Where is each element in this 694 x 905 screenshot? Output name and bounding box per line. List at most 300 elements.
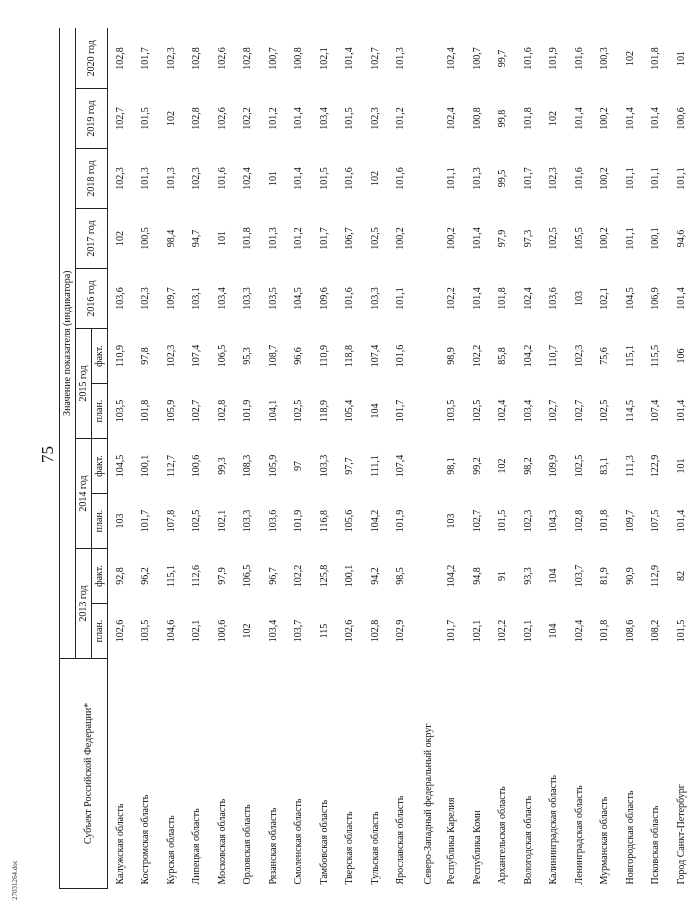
plan-subheader: план. xyxy=(92,604,108,659)
rotated-table-container xyxy=(59,29,687,889)
value-cell: 103,3 xyxy=(369,287,381,310)
value-cell: 103,3 xyxy=(318,454,330,478)
value-cell: 103,5 xyxy=(140,619,152,643)
value-cell: 112,6 xyxy=(191,564,203,588)
value-cell: 75,6 xyxy=(599,347,611,365)
subject-column-header: Субъект Российской Федерации* xyxy=(60,659,108,889)
value-cell: 103,5 xyxy=(446,399,458,423)
value-cell: 102 xyxy=(369,171,381,186)
value-cell: 101,8 xyxy=(599,619,611,643)
value-cell: 111,3 xyxy=(624,455,636,477)
value-cell: 125,8 xyxy=(318,564,330,588)
table-row xyxy=(363,28,389,888)
value-cell: 103,5 xyxy=(115,399,126,423)
fact-subheader: факт. xyxy=(92,439,108,494)
value-cell: 100,1 xyxy=(140,454,152,478)
value-cell: 101,1 xyxy=(624,227,636,250)
value-cell: 100,2 xyxy=(446,227,458,250)
value-cell: 105,9 xyxy=(267,454,279,478)
value-cell: 100,8 xyxy=(471,107,483,130)
value-cell: 102,3 xyxy=(191,167,203,190)
value-cell: 114,5 xyxy=(624,399,636,423)
value-cell: 100,6 xyxy=(191,454,203,478)
value-cell: 101,9 xyxy=(242,399,254,423)
value-cell: 118,9 xyxy=(318,399,330,423)
value-cell: 99,3 xyxy=(216,457,228,475)
value-cell: 122,9 xyxy=(650,454,662,478)
value-cell: 100,2 xyxy=(599,167,611,190)
value-cell: 111,1 xyxy=(369,455,381,477)
value-cell: 103 xyxy=(573,291,585,306)
value-cell: 82 xyxy=(675,571,687,581)
section-title: Северо-Западный федеральный округ xyxy=(422,723,434,885)
value-cell: 102,8 xyxy=(191,47,203,70)
region-name: Курская область xyxy=(165,815,177,885)
year-header: 2013 год xyxy=(76,549,92,659)
value-cell: 100,1 xyxy=(344,564,356,588)
value-cell: 103,4 xyxy=(318,107,330,130)
value-cell: 101,9 xyxy=(395,509,407,533)
value-cell: 98,5 xyxy=(395,567,407,585)
value-cell: 112,7 xyxy=(165,454,177,478)
region-name: Орловская область xyxy=(242,804,254,885)
table-row xyxy=(108,28,134,888)
value-cell: 101,4 xyxy=(293,167,305,190)
value-cell: 101,4 xyxy=(293,107,305,130)
value-cell: 101,4 xyxy=(624,107,636,130)
value-cell: 102,8 xyxy=(242,47,254,70)
fact-subheader: факт. xyxy=(92,329,108,384)
value-cell: 90,9 xyxy=(624,567,636,585)
value-cell: 102,1 xyxy=(191,619,203,643)
value-cell: 100,2 xyxy=(395,227,407,250)
value-cell: 104,6 xyxy=(165,619,177,643)
value-cell: 115 xyxy=(318,623,330,639)
fact-subheader: факт. xyxy=(92,549,108,604)
value-cell: 102,5 xyxy=(471,399,483,423)
value-cell: 101,8 xyxy=(497,287,509,310)
region-name: Новгородская область xyxy=(624,790,636,885)
value-cell: 97,9 xyxy=(216,567,228,585)
value-cell: 102,5 xyxy=(573,454,585,478)
value-cell: 104,2 xyxy=(522,344,534,368)
value-cell: 101,3 xyxy=(165,167,177,190)
value-cell: 99,8 xyxy=(497,109,509,128)
table-row xyxy=(541,28,567,888)
value-cell: 102,5 xyxy=(191,509,203,533)
value-cell: 100,7 xyxy=(267,47,279,70)
value-cell: 98,9 xyxy=(446,347,458,365)
value-cell: 96,6 xyxy=(293,347,305,365)
region-name: Мурманская область xyxy=(599,796,611,885)
value-cell: 105,6 xyxy=(344,509,356,533)
value-cell: 103,7 xyxy=(573,564,585,588)
value-cell: 101,4 xyxy=(675,509,687,533)
value-cell: 104,5 xyxy=(115,454,126,478)
value-cell: 101,7 xyxy=(395,399,407,423)
value-cell: 107,4 xyxy=(395,454,407,478)
region-name: Ярославская область xyxy=(395,795,407,885)
value-cell: 102 xyxy=(165,111,177,126)
plan-subheader: план. xyxy=(92,384,108,439)
value-cell: 101,7 xyxy=(446,619,458,643)
region-name: Вологодская область xyxy=(522,795,534,885)
region-name: Калужская область xyxy=(115,803,126,885)
value-cell: 91 xyxy=(497,571,509,581)
value-cell: 106 xyxy=(675,348,687,364)
value-cell: 100,2 xyxy=(599,107,611,130)
value-cell: 103,4 xyxy=(267,619,279,643)
value-cell: 102,1 xyxy=(599,287,611,310)
value-cell: 98,2 xyxy=(522,457,534,475)
value-cell: 102,4 xyxy=(446,47,458,70)
year-header: 2019 год xyxy=(76,89,108,149)
table-row xyxy=(618,28,644,888)
value-cell: 85,8 xyxy=(497,347,509,365)
value-cell: 104 xyxy=(369,403,381,419)
value-cell: 102,7 xyxy=(573,399,585,423)
table-row xyxy=(184,28,210,888)
value-cell: 101,2 xyxy=(395,107,407,130)
value-cell: 103,1 xyxy=(191,287,203,310)
value-cell: 107,8 xyxy=(165,509,177,533)
value-cell: 108,2 xyxy=(650,619,662,643)
value-cell: 102,6 xyxy=(344,619,356,643)
value-cell: 101,6 xyxy=(573,47,585,70)
value-cell: 101,5 xyxy=(140,107,152,130)
value-cell: 101,7 xyxy=(140,47,152,70)
value-cell: 103,3 xyxy=(242,287,254,310)
region-name: Архангельская область xyxy=(497,786,509,885)
value-cell: 102,1 xyxy=(471,619,483,643)
value-cell: 102 xyxy=(115,231,126,246)
value-cell: 106,5 xyxy=(216,344,228,368)
value-cell: 101,6 xyxy=(216,167,228,190)
value-cell: 98,4 xyxy=(165,229,177,248)
table-body xyxy=(108,28,694,888)
value-cell: 102,4 xyxy=(522,287,534,310)
value-cell: 99,7 xyxy=(497,49,509,68)
value-cell: 102,7 xyxy=(548,399,560,423)
indicator-table xyxy=(59,28,694,889)
value-cell: 102,5 xyxy=(293,399,305,423)
value-cell: 109,6 xyxy=(318,287,330,310)
table-row xyxy=(567,28,593,888)
value-cell: 109,7 xyxy=(165,287,177,310)
value-cell: 106,9 xyxy=(650,287,662,310)
value-cell: 101,8 xyxy=(242,227,254,250)
value-cell: 102,4 xyxy=(446,107,458,130)
value-cell: 115,1 xyxy=(624,344,636,368)
value-cell: 102,1 xyxy=(318,47,330,70)
value-cell: 99,2 xyxy=(471,457,483,475)
value-cell: 98,1 xyxy=(446,457,458,475)
value-cell: 102,8 xyxy=(369,619,381,643)
region-name: Город Санкт-Петербург xyxy=(675,784,687,885)
value-cell: 102,8 xyxy=(191,107,203,130)
value-cell: 101,7 xyxy=(522,167,534,190)
value-cell: 107,4 xyxy=(369,344,381,368)
value-cell: 101,6 xyxy=(573,167,585,190)
value-cell: 101,6 xyxy=(522,47,534,70)
value-cell: 102,3 xyxy=(548,167,560,190)
region-name: Московская область xyxy=(216,798,228,885)
region-name: Республика Коми xyxy=(471,810,483,885)
value-cell: 101,4 xyxy=(675,399,687,423)
value-cell: 102,3 xyxy=(140,287,152,310)
value-cell: 101,5 xyxy=(497,509,509,533)
year-header: 2015 год xyxy=(76,329,92,439)
value-cell: 81,9 xyxy=(599,567,611,585)
year-header: 2014 год xyxy=(76,439,92,549)
value-cell: 108,7 xyxy=(267,344,279,368)
region-name: Ленинградская область xyxy=(573,785,585,885)
value-cell: 100,6 xyxy=(216,619,228,643)
value-cell: 102,7 xyxy=(115,107,126,130)
value-cell: 102,2 xyxy=(471,344,483,368)
value-cell: 99,5 xyxy=(497,169,509,188)
value-cell: 118,8 xyxy=(344,344,356,368)
value-cell: 101,1 xyxy=(395,287,407,310)
value-cell: 108,6 xyxy=(624,619,636,643)
value-cell: 102,5 xyxy=(548,227,560,250)
value-cell: 104,2 xyxy=(446,564,458,588)
value-cell: 115,1 xyxy=(165,564,177,588)
value-cell: 96,2 xyxy=(140,567,152,585)
table-row xyxy=(388,28,414,888)
value-cell: 102,2 xyxy=(293,564,305,588)
section-row xyxy=(414,28,440,888)
value-cell: 102 xyxy=(497,458,509,474)
value-cell: 102,6 xyxy=(216,107,228,130)
value-cell: 101,6 xyxy=(395,344,407,368)
value-cell: 102,6 xyxy=(115,619,126,643)
value-cell: 105,4 xyxy=(344,399,356,423)
value-cell: 109,7 xyxy=(624,509,636,533)
value-cell: 101,3 xyxy=(471,167,483,190)
value-cell: 107,5 xyxy=(650,509,662,533)
year-header: 2018 год xyxy=(76,149,108,209)
table-row xyxy=(516,28,542,888)
value-cell: 102,3 xyxy=(115,167,126,190)
table-row xyxy=(669,28,694,888)
value-cell: 101,4 xyxy=(650,107,662,130)
table-row xyxy=(235,28,261,888)
value-cell: 101,1 xyxy=(650,167,662,190)
value-cell: 101,5 xyxy=(344,107,356,130)
value-cell: 104 xyxy=(548,568,560,584)
value-cell: 100,6 xyxy=(675,107,687,130)
value-cell: 101,8 xyxy=(650,47,662,70)
value-cell: 108,3 xyxy=(242,454,254,478)
value-cell: 97,7 xyxy=(344,457,356,475)
value-cell: 106,7 xyxy=(344,227,356,250)
value-cell: 102,6 xyxy=(216,47,228,70)
value-cell: 102,3 xyxy=(165,344,177,368)
page-number: 75 xyxy=(38,446,57,463)
value-cell: 101,7 xyxy=(318,227,330,250)
value-cell: 101,3 xyxy=(140,167,152,190)
value-cell: 94,8 xyxy=(471,567,483,585)
region-name: Тверская область xyxy=(344,811,356,885)
document-footer-code: 27031264.doc xyxy=(11,860,19,900)
value-cell: 102,4 xyxy=(497,399,509,423)
value-cell: 97,9 xyxy=(497,229,509,248)
value-cell: 110,9 xyxy=(318,344,330,368)
region-name: Тульская область xyxy=(369,811,381,885)
value-cell: 104 xyxy=(548,623,560,639)
region-name: Тамбовская область xyxy=(318,799,330,885)
value-cell: 101,1 xyxy=(675,167,687,190)
value-cell: 100,1 xyxy=(650,227,662,250)
value-cell: 103,3 xyxy=(242,509,254,533)
value-cell: 96,7 xyxy=(267,567,279,585)
value-cell: 102,8 xyxy=(573,509,585,533)
value-cell: 101,9 xyxy=(293,509,305,533)
value-cell: 100,8 xyxy=(293,47,305,70)
value-cell: 103,6 xyxy=(115,287,126,310)
value-cell: 102,3 xyxy=(573,344,585,368)
value-cell: 102,4 xyxy=(242,167,254,190)
table-row xyxy=(210,28,236,888)
table-row xyxy=(592,28,618,888)
value-cell: 102,5 xyxy=(599,399,611,423)
value-cell: 103,4 xyxy=(216,287,228,310)
value-cell: 102,3 xyxy=(369,107,381,130)
region-name: Рязанская область xyxy=(267,807,279,885)
value-cell: 105,5 xyxy=(573,227,585,250)
value-cell: 104,2 xyxy=(369,509,381,533)
value-cell: 103,6 xyxy=(267,509,279,533)
region-name: Смоленская область xyxy=(293,798,305,885)
value-cell: 102,4 xyxy=(573,619,585,643)
value-cell: 101,4 xyxy=(471,227,483,250)
value-cell: 101,1 xyxy=(624,167,636,190)
value-cell: 103,6 xyxy=(548,287,560,310)
value-cell: 97 xyxy=(293,461,305,471)
value-cell: 102,2 xyxy=(242,107,254,130)
table-row xyxy=(159,28,185,888)
value-cell: 101,8 xyxy=(140,399,152,423)
value-cell: 102 xyxy=(548,111,560,126)
value-cell: 116,8 xyxy=(318,509,330,533)
table-row xyxy=(312,28,338,888)
value-cell: 110,7 xyxy=(548,344,560,368)
value-cell: 101,8 xyxy=(599,509,611,533)
value-cell: 102,2 xyxy=(446,287,458,310)
value-cell: 103,4 xyxy=(522,399,534,423)
value-cell: 102,8 xyxy=(115,47,126,70)
value-cell: 107,4 xyxy=(191,344,203,368)
value-cell: 94,2 xyxy=(369,567,381,585)
value-cell: 101,3 xyxy=(395,47,407,70)
year-header: 2016 год xyxy=(76,269,108,329)
value-cell: 94,6 xyxy=(675,229,687,248)
value-cell: 101,5 xyxy=(318,167,330,190)
value-cell: 110,9 xyxy=(115,344,126,368)
value-cell: 107,4 xyxy=(650,399,662,423)
value-cell: 94,7 xyxy=(191,229,203,248)
plan-subheader: план. xyxy=(92,494,108,549)
value-cell: 105,9 xyxy=(165,399,177,423)
value-cell: 104,3 xyxy=(548,509,560,533)
value-cell: 102 xyxy=(624,50,636,66)
value-cell: 103,5 xyxy=(267,287,279,310)
year-header: 2017 год xyxy=(76,209,108,269)
value-cell: 100,3 xyxy=(599,47,611,70)
value-cell: 100,2 xyxy=(599,227,611,250)
value-cell: 104,5 xyxy=(293,287,305,310)
region-name: Калининградская область xyxy=(548,775,560,885)
value-cell: 101,4 xyxy=(344,47,356,70)
region-name: Псковская область xyxy=(650,805,662,885)
value-cell: 101,6 xyxy=(395,167,407,190)
value-cell: 102,7 xyxy=(471,509,483,533)
value-cell: 101 xyxy=(675,458,687,474)
value-cell: 103,7 xyxy=(293,619,305,643)
value-cell: 102,8 xyxy=(216,399,228,423)
table-row xyxy=(261,28,287,888)
value-cell: 97,3 xyxy=(522,229,534,248)
value-cell: 112,9 xyxy=(650,564,662,588)
table-row xyxy=(133,28,159,888)
value-cell: 101,2 xyxy=(267,107,279,130)
value-cell: 101,7 xyxy=(140,509,152,533)
value-cell: 109,9 xyxy=(548,454,560,478)
value-cell: 102,5 xyxy=(369,227,381,250)
table-row xyxy=(465,28,491,888)
value-cell: 102,2 xyxy=(497,619,509,643)
value-cell: 101,5 xyxy=(675,619,687,643)
value-cell: 102,1 xyxy=(216,509,228,533)
value-cell: 101 xyxy=(675,50,687,66)
year-header: 2020 год xyxy=(76,28,108,88)
table-row xyxy=(643,28,669,888)
value-cell: 93,3 xyxy=(522,567,534,585)
value-cell: 101,2 xyxy=(293,227,305,250)
value-cell: 101,9 xyxy=(548,47,560,70)
value-cell: 101,6 xyxy=(344,287,356,310)
value-cell: 102,3 xyxy=(522,509,534,533)
value-cell: 101,4 xyxy=(573,107,585,130)
value-cell: 103 xyxy=(446,513,458,529)
value-cell: 104,5 xyxy=(624,287,636,310)
value-cell: 101,6 xyxy=(344,167,356,190)
value-cell: 95,3 xyxy=(242,347,254,365)
value-cell: 101 xyxy=(267,171,279,186)
value-cell: 101 xyxy=(216,231,228,246)
value-cell: 101,4 xyxy=(675,287,687,310)
table-row xyxy=(337,28,363,888)
value-cell: 97,8 xyxy=(140,347,152,365)
region-name: Костромская область xyxy=(140,794,152,885)
value-cell: 106,5 xyxy=(242,564,254,588)
value-cell: 102,7 xyxy=(369,47,381,70)
table-row xyxy=(439,28,465,888)
value-cell: 102 xyxy=(242,623,254,639)
table-row xyxy=(490,28,516,888)
value-cell: 102,9 xyxy=(395,619,407,643)
value-cell: 103 xyxy=(115,513,126,529)
value-cell: 102,3 xyxy=(165,47,177,70)
value-cell: 101,3 xyxy=(267,227,279,250)
value-cell: 83,1 xyxy=(599,457,611,475)
value-cell: 102,7 xyxy=(191,399,203,423)
value-cell: 100,7 xyxy=(471,47,483,70)
region-name: Республика Карелия xyxy=(446,797,458,885)
value-cell: 101,8 xyxy=(522,107,534,130)
value-cell: 92,8 xyxy=(115,567,126,585)
